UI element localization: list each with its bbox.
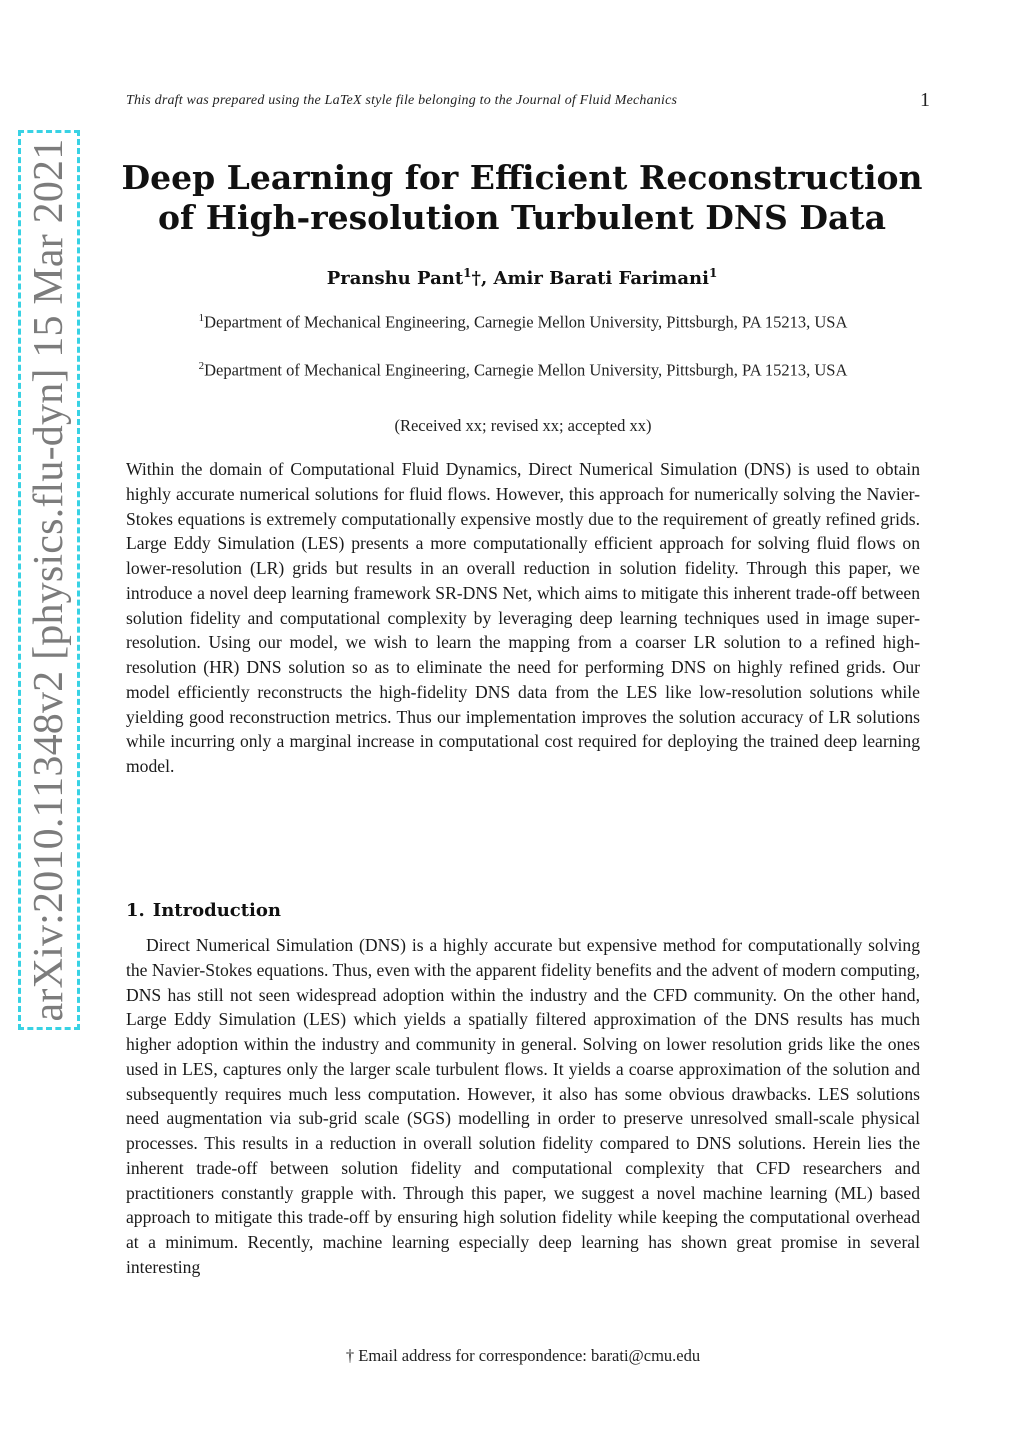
- dagger-marker: †: [471, 268, 481, 289]
- affiliation: [126, 308, 920, 333]
- affiliation-marker: 1: [463, 266, 472, 280]
- author-name: Pranshu Pant: [326, 268, 464, 289]
- affiliation-number: 1: [198, 312, 205, 324]
- received-dates: (Received xx; revised xx; accepted xx): [394, 416, 652, 435]
- section-title: Introduction: [152, 900, 281, 921]
- paper-title: [100, 158, 944, 238]
- affiliation-number: 2: [198, 360, 205, 372]
- arxiv-identifier: arXiv:2010.11348v2 [physics.flu-dyn] 15 Mar 2021: [26, 138, 72, 1022]
- affiliation: [126, 356, 920, 381]
- journal-draft-note: This draft was prepared using the LaTeX style file belonging to the Journal of Fluid Mechanics: [126, 93, 678, 108]
- running-header: [126, 89, 930, 114]
- title-line-1: Deep Learning for Efficient Reconstruction: [121, 158, 923, 197]
- section-number: 1.: [126, 900, 145, 921]
- abstract: Within the domain of Computational Fluid Dynamics, Direct Numerical Simulation (DNS) is used to obtain highly accurate numerical solutions for fluid flows. However, this approach for numerically solving the Navier-Stokes equations is extremely computationally expensive mostly due to the requirement of greatly refined grids. Large Eddy Simulation (LES) presents a more computationally efficient approach for solving fluid flows on lower-resolution (LR) grids but results in an overall reduction in solution fidelity. Through this paper, we introduce a novel deep learning framework SR-DNS Net, which aims to mitigate this inherent trade-off between solution fidelity and computational complexity by leveraging deep learning techniques used in image super-resolution. Using our model, we wish to learn the mapping from a coarser LR solution to a refined highresolution (HR) DNS solution so as to eliminate the need for performing DNS on highly refined grids. Our model efficiently reconstructs the high-fidelity DNS data from the LES like low-resolution solutions while yielding good reconstruction metrics. Thus our implementation improves the solution accuracy of LR solutions while incurring only a marginal increase in computational cost required for deploying the trained deep learning model.: [126, 459, 920, 776]
- author-separator: ,: [480, 268, 494, 289]
- title-line-2: of High-resolution Turbulent DNS Data: [158, 198, 886, 237]
- introduction-paragraph: Direct Numerical Simulation (DNS) is a highly accurate but expensive method for computationally solving the Navier-Stokes equations. Thus, even with the apparent fidelity benefits and the advent of modern computing, DNS has still not seen widespread adoption within the industry and the CFD community. On the other hand, Large Eddy Simulation (LES) which yields a spatially filtered approximation of the DNS results has much higher adoption within the industry and community in general. Solving on lower resolution grids like the ones used in LES, captures only the larger scale turbulent flows. It yields a coarse approximation of the solution and subsequently requires much less computation. However, it also has some obvious drawbacks. LES solutions need augmentation via sub-grid scale (SGS) modelling in order to preserve unresolved small-scale physical processes. This results in a reduction in overall solution fidelity compared to DNS solutions. Herein lies the inherent trade-off between solution fidelity and computational complexity that CFD researchers and practitioners constantly grapple with. Through this paper, we suggest a novel machine learning (ML) based approach to mitigate this trade-off by ensuring high solution fidelity while keeping the computational overhead at a minimum. Recently, machine learning especially deep learning has shown great promise in several interesting: [126, 935, 920, 1277]
- page-number: 1: [920, 89, 930, 111]
- affiliation-text: Department of Mechanical Engineering, Carnegie Mellon University, Pittsburgh, PA 15213, USA: [204, 360, 848, 380]
- correspondence-footnote: † Email address for correspondence: barati@cmu.edu: [345, 1346, 701, 1365]
- author-list: [100, 266, 944, 289]
- affiliation-text: Department of Mechanical Engineering, Carnegie Mellon University, Pittsburgh, PA 15213, USA: [204, 312, 848, 332]
- author-name: Amir Barati Farimani: [493, 268, 709, 289]
- arxiv-side-stamp: [18, 130, 80, 1030]
- affiliation-marker: 1: [708, 266, 718, 280]
- section-heading: [126, 900, 281, 921]
